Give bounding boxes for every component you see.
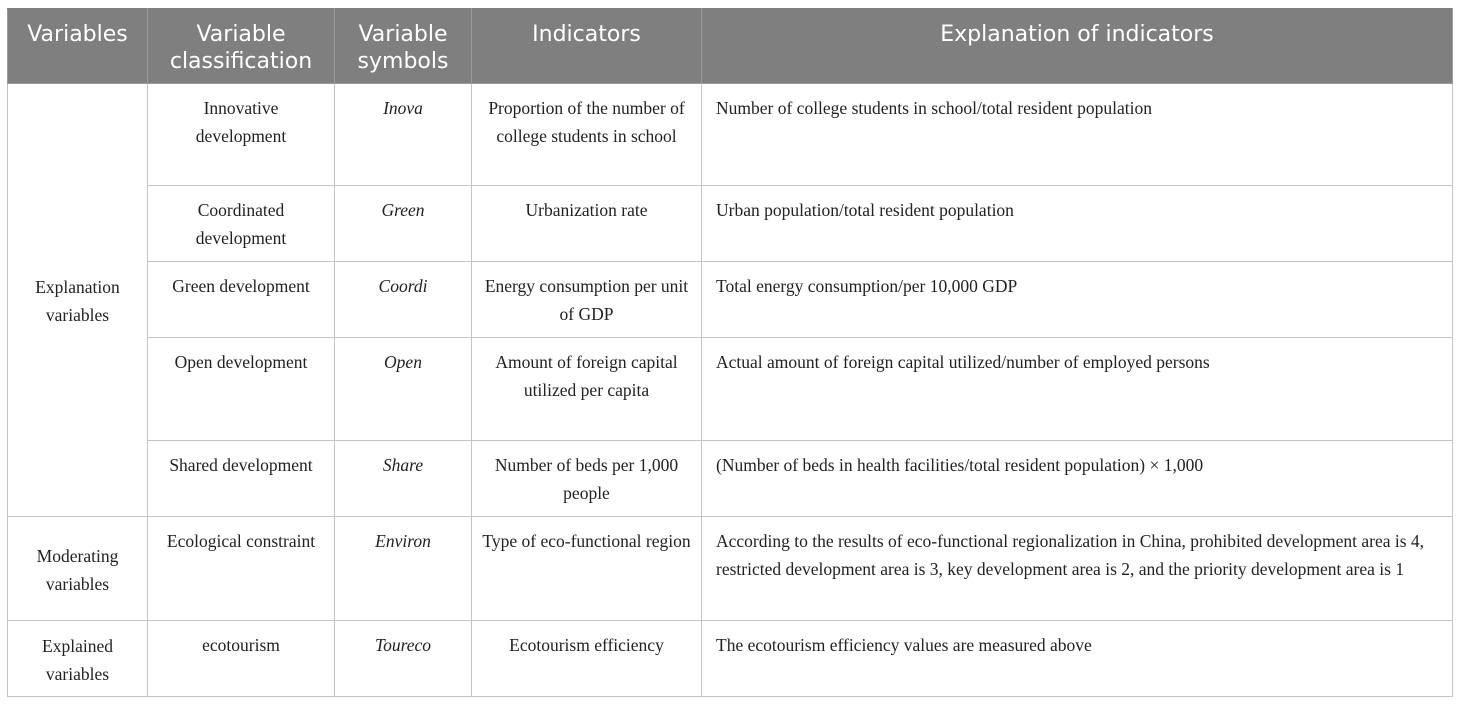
cell-indicator: Urbanization rate bbox=[472, 186, 702, 262]
cell-symbol: Open bbox=[335, 338, 472, 441]
cell-symbol: Share bbox=[335, 441, 472, 517]
cell-explanation: Actual amount of foreign capital utilized/number of employed persons bbox=[702, 338, 1453, 441]
cell-classification: Green development bbox=[148, 262, 335, 338]
table-row bbox=[8, 262, 1453, 338]
cell-symbol: Environ bbox=[335, 517, 472, 621]
cell-symbol: Inova bbox=[335, 84, 472, 186]
table-row bbox=[8, 621, 1453, 697]
table-row bbox=[8, 84, 1453, 186]
cell-indicator: Energy consumption per unit of GDP bbox=[472, 262, 702, 338]
table-row bbox=[8, 186, 1453, 262]
cell-classification: Ecological constraint bbox=[148, 517, 335, 621]
cell-indicator: Ecotourism efficiency bbox=[472, 621, 702, 697]
cell-classification: Coordinated development bbox=[148, 186, 335, 262]
cell-classification: Innovative development bbox=[148, 84, 335, 186]
header-variables: Variables bbox=[8, 9, 148, 84]
header-indicators: Indicators bbox=[472, 9, 702, 84]
cell-indicator: Amount of foreign capital utilized per capita bbox=[472, 338, 702, 441]
cell-symbol: Green bbox=[335, 186, 472, 262]
group-explanation-variables: Explanation variables bbox=[8, 84, 148, 517]
header-variable-classification: Variable classification bbox=[148, 9, 335, 84]
table-row bbox=[8, 517, 1453, 621]
cell-classification: Open development bbox=[148, 338, 335, 441]
cell-explanation: The ecotourism efficiency values are measured above bbox=[702, 621, 1453, 697]
header-explanation-of-indicators: Explanation of indicators bbox=[702, 9, 1453, 84]
cell-classification: ecotourism bbox=[148, 621, 335, 697]
cell-explanation: According to the results of eco-functional regionalization in China, prohibited development area is 4, restricted development area is 3, key development area is 2, and the priority development area is 1 bbox=[702, 517, 1453, 621]
header-variable-symbols: Variable symbols bbox=[335, 9, 472, 84]
cell-indicator: Number of beds per 1,000 people bbox=[472, 441, 702, 517]
cell-classification: Shared development bbox=[148, 441, 335, 517]
cell-explanation: Number of college students in school/total resident population bbox=[702, 84, 1453, 186]
cell-explanation: (Number of beds in health facilities/total resident population) × 1,000 bbox=[702, 441, 1453, 517]
table-row bbox=[8, 338, 1453, 441]
cell-explanation: Urban population/total resident population bbox=[702, 186, 1453, 262]
cell-symbol: Coordi bbox=[335, 262, 472, 338]
cell-explanation: Total energy consumption/per 10,000 GDP bbox=[702, 262, 1453, 338]
table-row bbox=[8, 441, 1453, 517]
cell-indicator: Proportion of the number of college students in school bbox=[472, 84, 702, 186]
variables-table bbox=[7, 8, 1453, 697]
cell-symbol: Toureco bbox=[335, 621, 472, 697]
group-explained-variables: Explained variables bbox=[8, 621, 148, 697]
cell-indicator: Type of eco-functional region bbox=[472, 517, 702, 621]
table-header-row bbox=[8, 9, 1453, 84]
group-moderating-variables: Moderating variables bbox=[8, 517, 148, 621]
